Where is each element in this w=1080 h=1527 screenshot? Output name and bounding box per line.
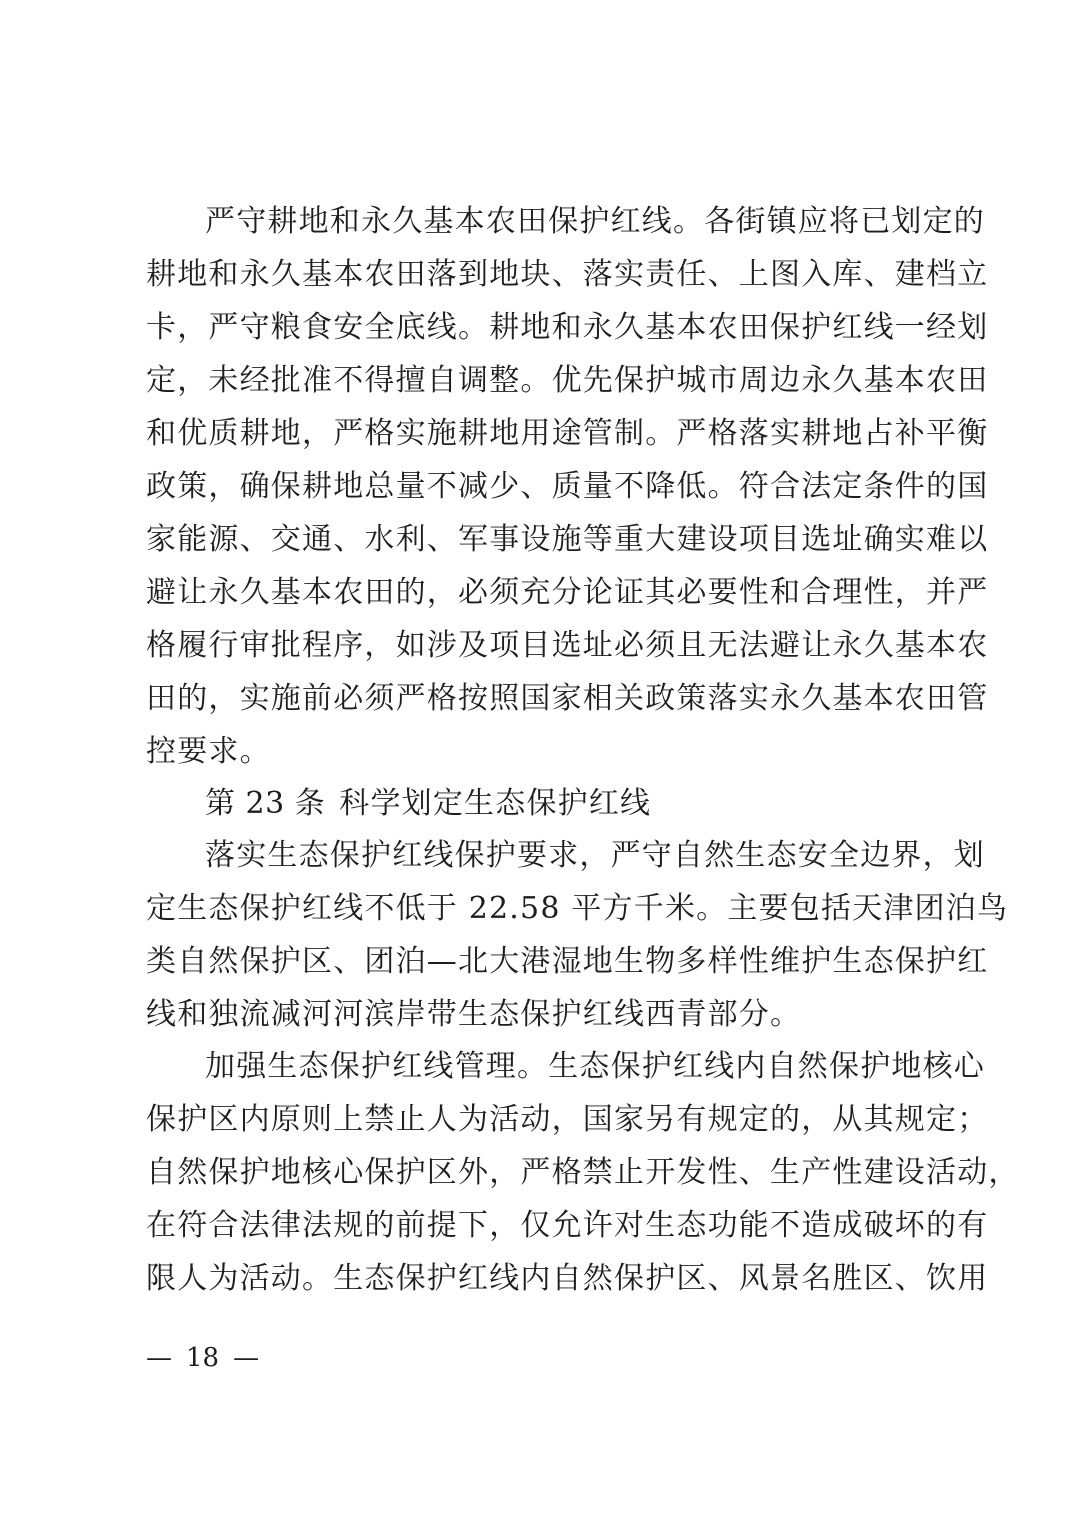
page-number-value: 18 xyxy=(186,1343,220,1373)
paragraph-3-line-3: 自然保护地核心保护区外，严格禁止开发性、生产性建设活动， xyxy=(146,1155,1020,1190)
paragraph-1-line-8: 避让永久基本农田的，必须充分论证其必要性和合理性，并严 xyxy=(146,575,989,610)
paragraph-1-line-4: 定，未经批准不得擅自调整。优先保护城市周边永久基本农田 xyxy=(146,363,989,398)
article-number: 第 23 条 xyxy=(205,786,326,821)
paragraph-1-line-7: 家能源、交通、水利、军事设施等重大建设项目选址确实难以 xyxy=(146,522,989,557)
page-number xyxy=(146,1338,259,1378)
paragraph-3-line-2: 保护区内原则上禁止人为活动，国家另有规定的，从其规定； xyxy=(146,1102,989,1137)
page-number-dash-right: — xyxy=(233,1343,260,1373)
paragraph-1-line-11: 控要求。 xyxy=(146,734,271,769)
paragraph-3-line-4: 在符合法律法规的前提下，仅允许对生态功能不造成破坏的有 xyxy=(146,1208,989,1243)
page-number-dash-left: — xyxy=(146,1343,172,1373)
paragraph-1-line-2: 耕地和永久基本农田落到地块、落实责任、上图入库、建档立 xyxy=(146,257,989,292)
paragraph-1-line-9: 格履行审批程序，如涉及项目选址必须且无法避让永久基本农 xyxy=(146,628,989,663)
paragraph-2-line-4: 线和独流减河河滨岸带生态保护红线西青部分。 xyxy=(146,997,802,1032)
paragraph-1-line-1: 严守耕地和永久基本农田保护红线。各街镇应将已划定的 xyxy=(205,204,985,239)
paragraph-2-line-2: 定生态保护红线不低于 22.58 平方千米。主要包括天津团泊鸟 xyxy=(146,891,1009,926)
paragraph-2-line-1: 落实生态保护红线保护要求，严守自然生态安全边界，划 xyxy=(205,838,985,873)
paragraph-1-line-6: 政策，确保耕地总量不减少、质量不降低。符合法定条件的国 xyxy=(146,469,989,504)
paragraph-1-line-3: 卡，严守粮食安全底线。耕地和永久基本农田保护红线一经划 xyxy=(146,310,989,345)
article-heading xyxy=(205,777,651,831)
paragraph-1-line-10: 田的，实施前必须严格按照国家相关政策落实永久基本农田管 xyxy=(146,681,989,716)
paragraph-1-line-5: 和优质耕地，严格实施耕地用途管制。严格落实耕地占补平衡 xyxy=(146,416,989,451)
paragraph-3-line-5: 限人为活动。生态保护红线内自然保护区、风景名胜区、饮用 xyxy=(146,1261,989,1296)
paragraph-2-line-3: 类自然保护区、团泊—北大港湿地生物多样性维护生态保护红 xyxy=(146,944,989,979)
article-title: 科学划定生态保护红线 xyxy=(339,786,652,821)
paragraph-3-line-1: 加强生态保护红线管理。生态保护红线内自然保护地核心 xyxy=(205,1049,985,1084)
